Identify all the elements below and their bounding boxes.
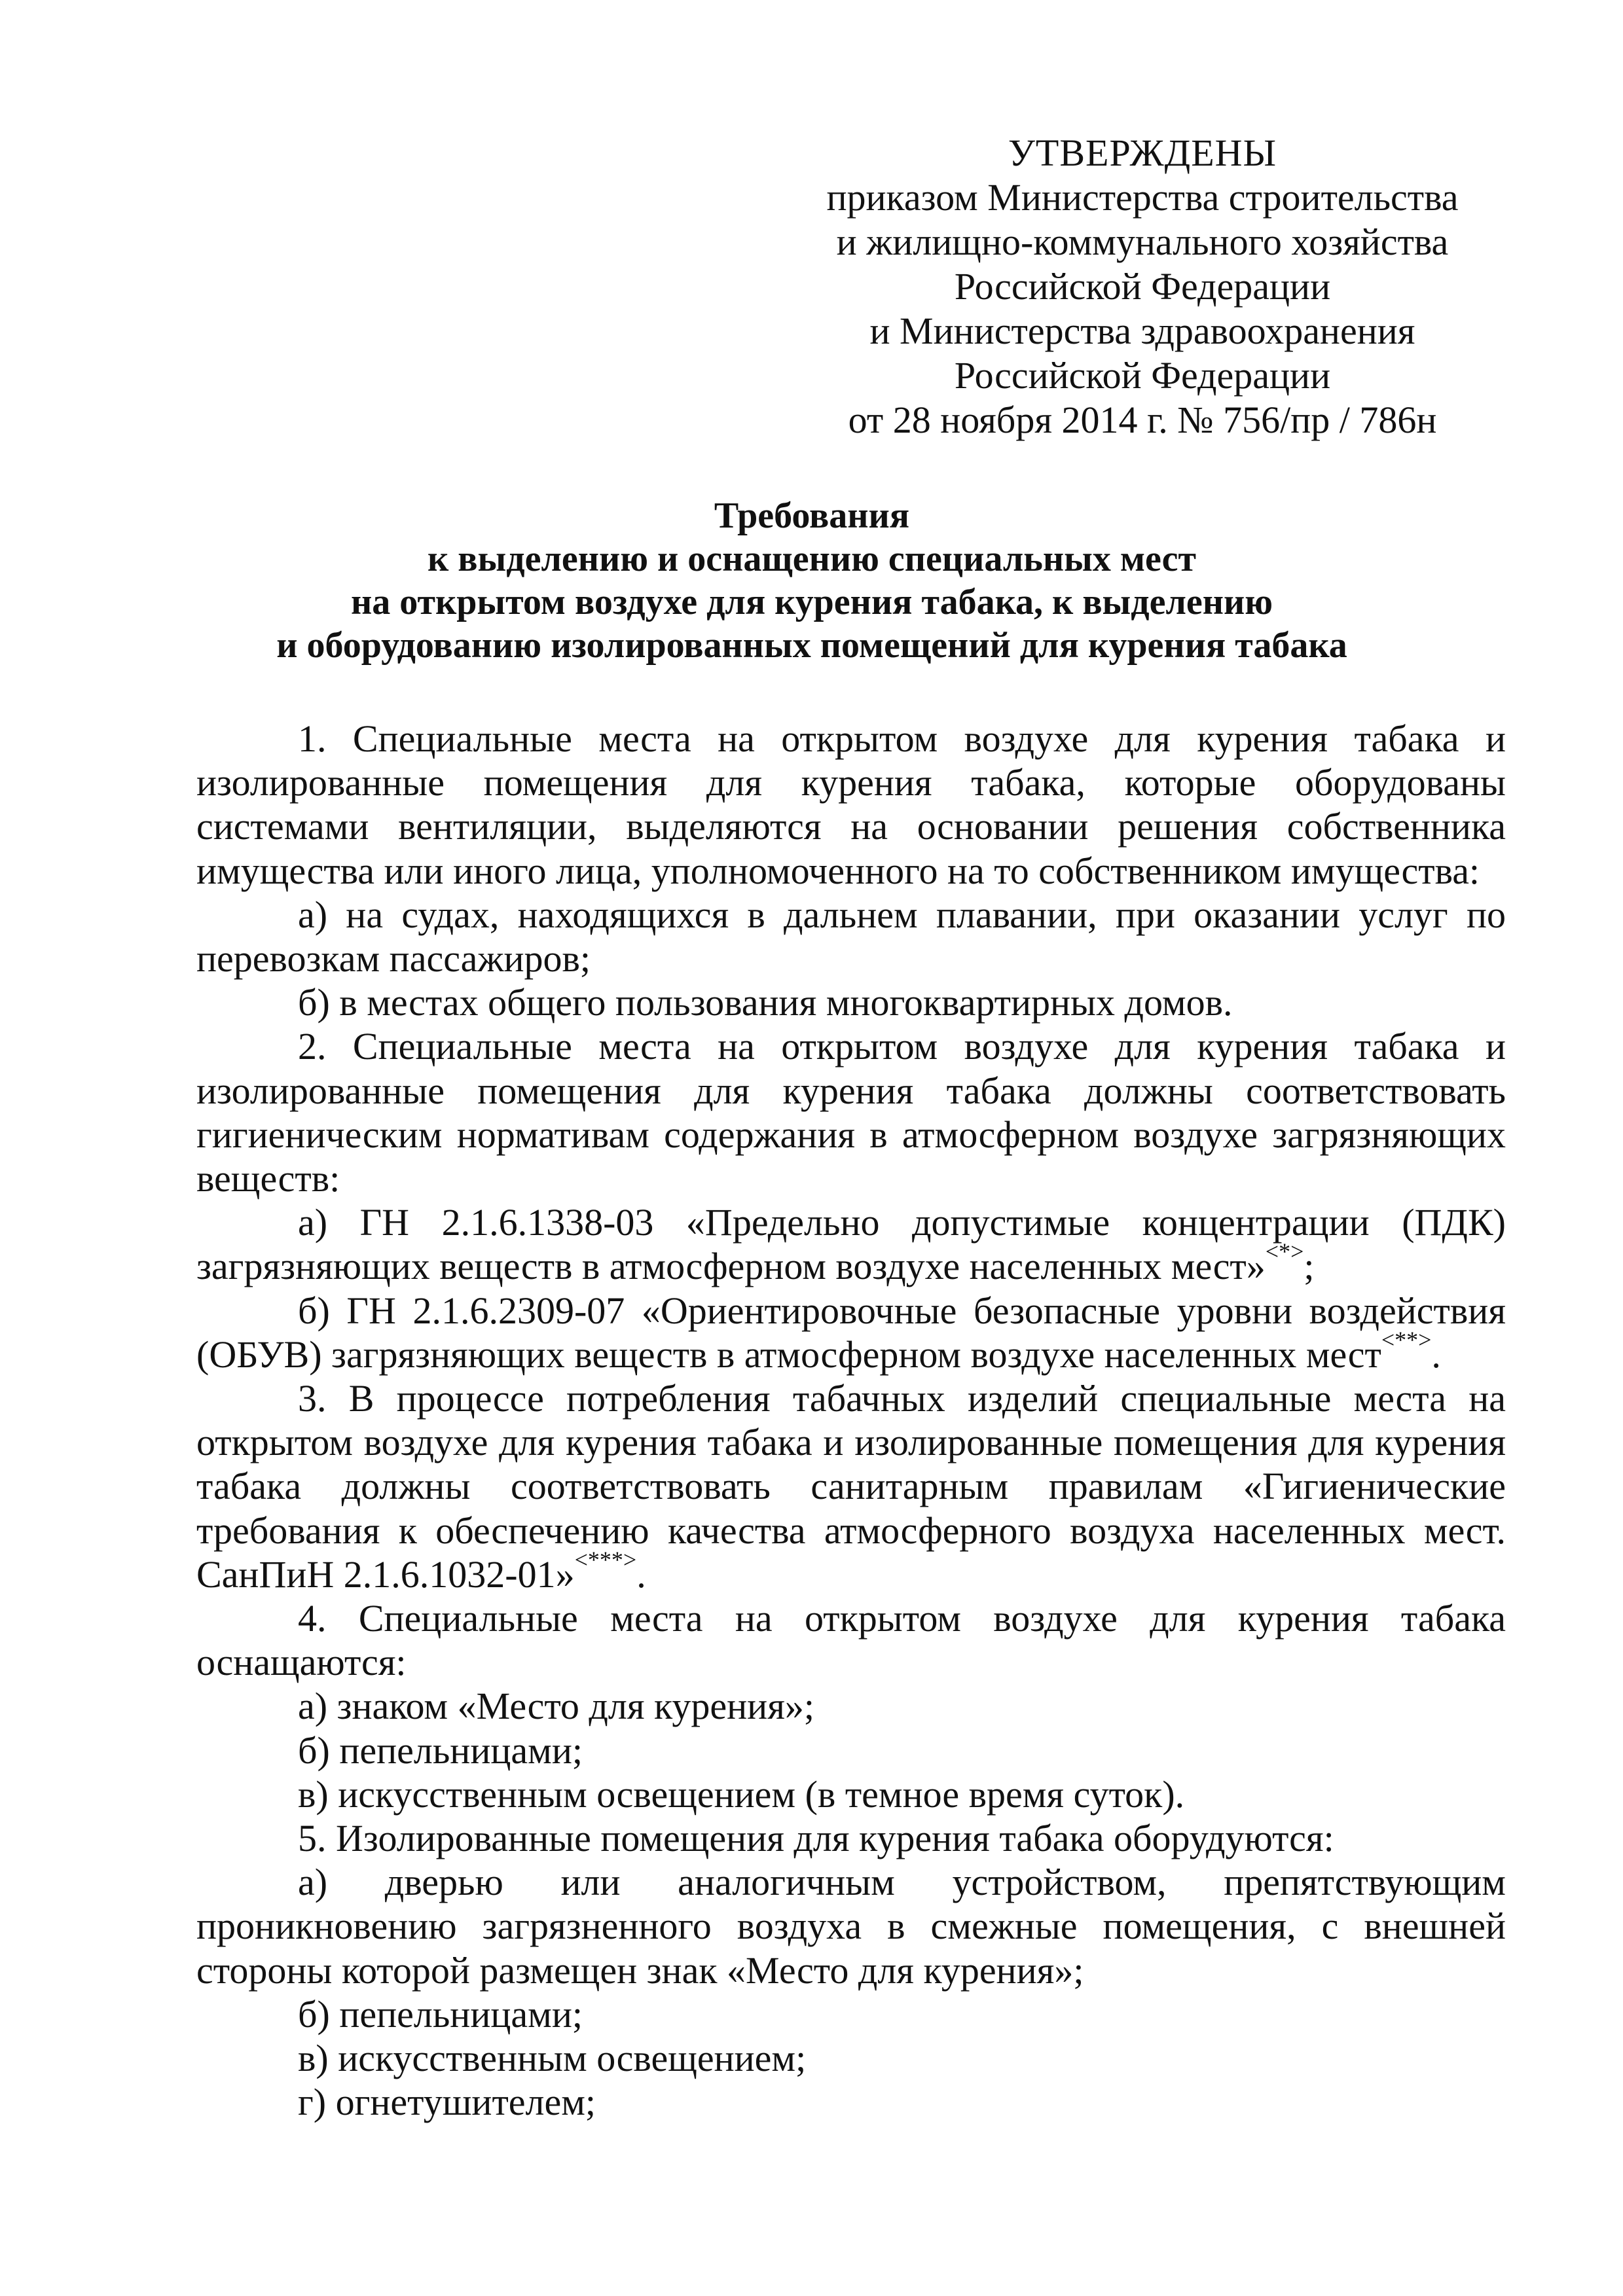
paragraph-4b: б) пепельницами; xyxy=(298,1729,583,1772)
approval-date-number: от 28 ноября 2014 г. № 756/пр / 786н xyxy=(848,399,1437,441)
paragraph-5: 5. Изолированные помещения для курения табака оборудуются: xyxy=(298,1817,1334,1860)
document-body xyxy=(196,717,1506,2125)
paragraph-1a: а) на судах, находящихся в дальнем плавании, при оказании услуг по перевозкам пассажиров; xyxy=(196,893,1506,980)
paragraph-3-end: . xyxy=(636,1552,646,1596)
paragraph-1b: б) в местах общего пользования многоквартирных домов. xyxy=(298,981,1233,1024)
paragraph-5d: г) огнетушителем; xyxy=(298,2081,596,2124)
approval-block xyxy=(779,131,1506,442)
paragraph-4a: а) знаком «Место для курения»; xyxy=(298,1685,815,1728)
paragraph-4c: в) искусственным освещением (в темное время суток). xyxy=(298,1772,1185,1816)
paragraph-2a xyxy=(196,1200,1506,1288)
footnote-mark-1: <*> xyxy=(1265,1238,1304,1265)
approval-line: и жилищно-коммунального хозяйства xyxy=(836,221,1449,263)
approval-heading: УТВЕРЖДЕНЫ xyxy=(1008,132,1277,174)
footnote-mark-3: <***> xyxy=(574,1546,637,1573)
footnote-mark-2: <**> xyxy=(1381,1326,1432,1353)
paragraph-4: 4. Специальные места на открытом воздухе для курения табака оснащаются: xyxy=(196,1597,1506,1684)
paragraph-5c: в) искусственным освещением; xyxy=(298,2037,807,2080)
paragraph-2a-end: ; xyxy=(1304,1245,1315,1288)
title-line: на открытом воздухе для курения табака, к выделению xyxy=(350,582,1273,622)
paragraph-5b: б) пепельницами; xyxy=(298,1992,583,2036)
document-title xyxy=(196,494,1427,667)
title-line: и оборудованию изолированных помещений для курения табака xyxy=(276,625,1347,666)
paragraph-2b-end: . xyxy=(1431,1333,1441,1376)
title-line: Требования xyxy=(714,495,910,536)
paragraph-5a: а) дверью или аналогичным устройством, препятствующим проникновению загрязненного воздуха в смежные помещения, с внешней стороны которой размещен знак «Место для курения»; xyxy=(196,1861,1506,1992)
paragraph-2b xyxy=(196,1289,1506,1376)
approval-line: Российской Федерации xyxy=(954,354,1331,397)
paragraph-2b-text: б) ГН 2.1.6.2309-07 «Ориентировочные безопасные уровни воздействия (ОБУВ) загрязняющих веществ в атмосферном воздухе населенных мест xyxy=(196,1289,1506,1376)
title-line: к выделению и оснащению специальных мест xyxy=(428,539,1196,579)
approval-line: Российской Федерации xyxy=(954,265,1331,308)
approval-line: и Министерства здравоохранения xyxy=(869,310,1415,352)
paragraph-2a-text: а) ГН 2.1.6.1338-03 «Предельно допустимые концентрации (ПДК) загрязняющих веществ в атмосферном воздухе населенных мест» xyxy=(196,1201,1506,1288)
approval-line: приказом Министерства строительства xyxy=(826,176,1459,219)
paragraph-2: 2. Специальные места на открытом воздухе для курения табака и изолированные помещения для курения табака должны соответствовать гигиеническим нормативам содержания в атмосферном воздухе загрязняющих веществ: xyxy=(196,1025,1506,1200)
paragraph-3-text: 3. В процессе потребления табачных изделий специальные места на открытом воздухе для курения табака и изолированные помещения для курения табака должны соответствовать санитарным правилам «Гигиенические требования к обеспечению качества атмосферного воздуха населенных мест. СанПиН 2.1.6.1032-01» xyxy=(196,1377,1506,1596)
paragraph-3 xyxy=(196,1376,1506,1596)
paragraph-1: 1. Специальные места на открытом воздухе для курения табака и изолированные помещения для курения табака, которые оборудованы системами вентиляции, выделяются на основании решения собственника имущества или иного лица, уполномоченного на то собственником имущества: xyxy=(196,717,1506,892)
